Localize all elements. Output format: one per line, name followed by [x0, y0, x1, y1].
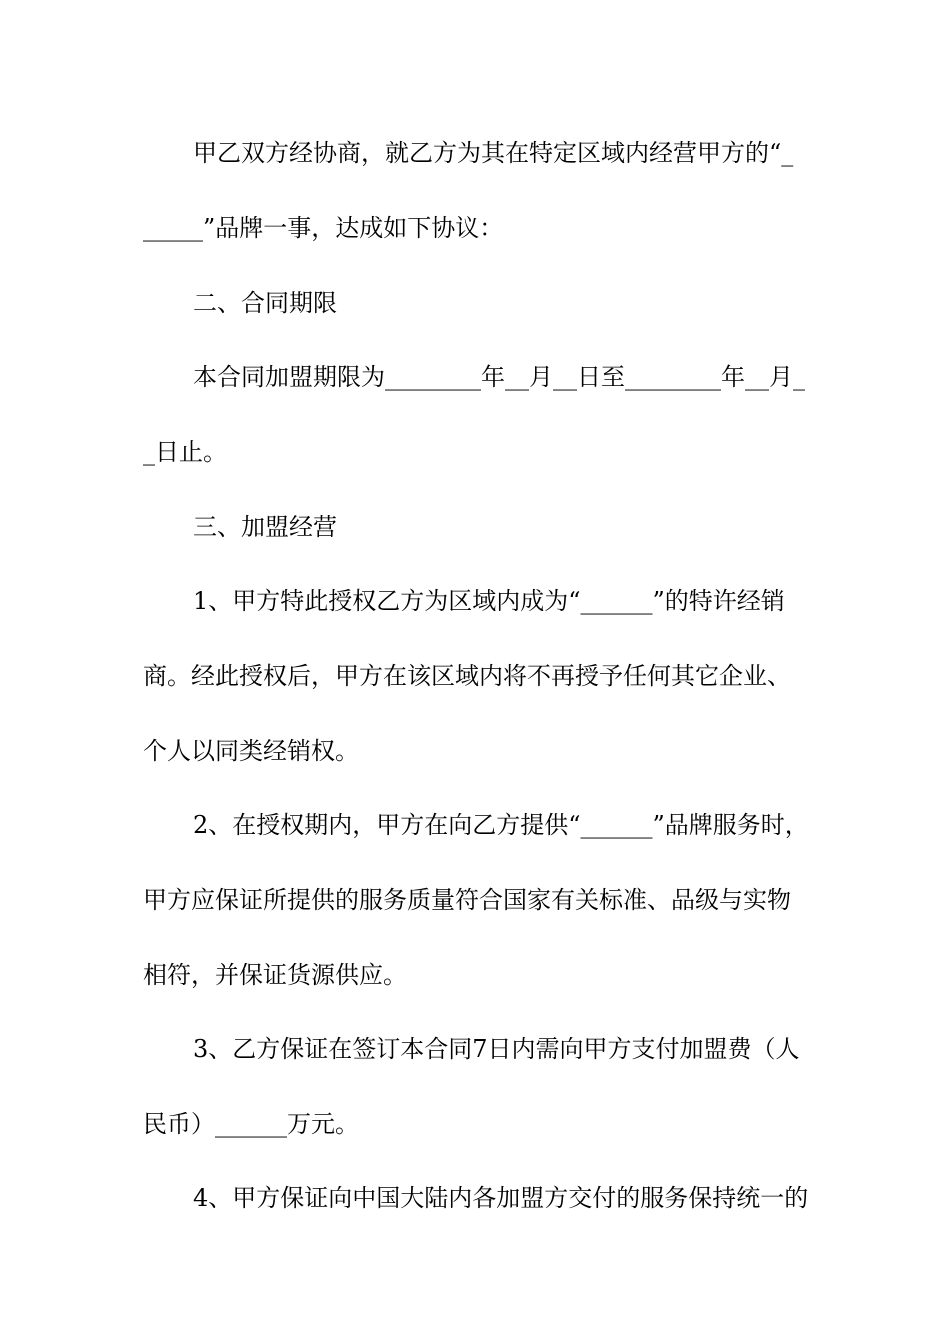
paragraph-line: 商。经此授权后，甲方在该区域内将不再授予任何其它企业、 — [143, 662, 791, 690]
paragraph-line: 3、乙方保证在签订本合同7日内需向甲方支付加盟费（人 — [193, 1035, 800, 1063]
paragraph-line: 甲方应保证所提供的服务质量符合国家有关标准、品级与实物 — [143, 886, 791, 914]
paragraph-line: 个人以同类经销权。 — [143, 737, 359, 765]
section-heading: 三、加盟经营 — [193, 513, 337, 541]
paragraph-line: 本合同加盟期限为________年__月__日至________年__月_ — [193, 363, 805, 391]
paragraph-line: 4、甲方保证向中国大陆内各加盟方交付的服务保持统一的 — [193, 1184, 809, 1212]
paragraph-line: 相符，并保证货源供应。 — [143, 961, 407, 989]
paragraph-line: _____”品牌一事，达成如下协议： — [143, 214, 504, 242]
paragraph-line: 1、甲方特此授权乙方为区域内成为“______”的特许经销 — [193, 587, 785, 615]
section-heading: 二、合同期限 — [193, 289, 337, 317]
paragraph-line: _日止。 — [143, 438, 227, 466]
paragraph-line: 甲乙双方经协商，就乙方为其在特定区域内经营甲方的“_ — [193, 139, 794, 167]
paragraph-line: 2、在授权期内，甲方在向乙方提供“______”品牌服务时， — [193, 811, 809, 839]
paragraph-line: 民币）______万元。 — [143, 1110, 359, 1138]
